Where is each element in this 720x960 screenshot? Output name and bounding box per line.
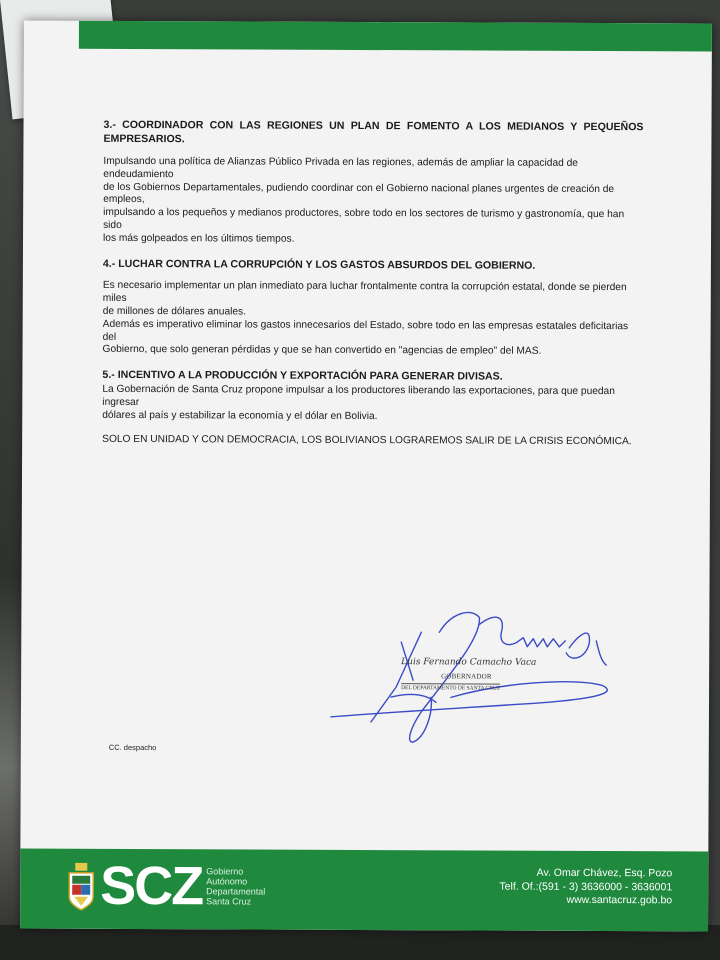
section-3-paragraph [103,156,643,248]
text-line: los más golpeados en los últimos tiempos. [103,232,295,245]
coat-of-arms-icon [66,863,96,911]
gov-line: Santa Cruz [206,896,252,907]
text-line: impulsando a los pequeños y medianos productores, sobre todo en los sectores de turismo y gastronomía, que han sido [103,207,625,231]
text-line: de los Gobiernos Departamentales, pudiendo coordinar con el Gobierno nacional planes urgentes de creación de empleos, [103,181,615,206]
section-3-heading: 3.- COORDINADOR CON LAS REGIONES UN PLAN DE FOMENTO A LOS MEDIANOS Y PEQUEÑOS EMPRESARIOS. [103,118,644,145]
text-line: Es necesario implementar un plan inmediato para luchar frontalmente contra la corrupción estatal, donde se pierden miles [102,280,627,305]
website-link[interactable]: www.santacruz.gob.bo [566,893,673,907]
document-page [20,21,712,932]
gov-line: Gobierno [206,866,244,877]
section-4-heading: 4.- LUCHAR CONTRA LA CORRUPCIÓN Y LOS GASTOS ABSURDOS DEL GOBIERNO. [102,257,536,272]
signatory-title: GOBERNADOR [441,672,492,681]
address: Av. Omar Chávez, Esq. Pozo [536,866,673,880]
signatory-subtitle: DEL DEPARTAMENTO DE SANTA CRUZ [401,685,501,692]
gov-line: Autónomo [206,876,248,887]
gov-line: Departamental [206,886,266,897]
contact-info [499,867,672,908]
header-green-band [79,21,712,52]
document-body [102,119,643,449]
phone: Telf. Of.:(591 - 3) 3636000 - 3636001 [499,880,673,893]
text-line: de millones de dólares anuales. [102,305,247,318]
signatory-name: Luis Fernando Camacho Vaca [401,657,537,668]
closing-statement: SOLO EN UNIDAD Y CON DEMOCRACIA, LOS BOLIVIANOS LOGRAREMOS SALIR DE LA CRISIS ECONÓMICA. [102,434,632,448]
text-line: dólares al país y estabilizar la economía y el dólar en Bolivia. [102,409,378,422]
cc-note: CC. despacho [108,742,157,753]
section-5-paragraph [102,384,642,425]
footer-band [20,848,708,931]
government-name [206,866,265,906]
text-line: La Gobernación de Santa Cruz propone impulsar a los productores liberando las exportaciones, para que puedan ingresar [102,383,615,408]
scz-logo: SCZ [100,855,203,917]
text-line: Además es imperativo eliminar los gastos innecesarios del Estado, sobre todo en las empresas estatales deficitarias del [102,318,629,343]
section-5-heading: 5.- INCENTIVO A LA PRODUCCIÓN Y EXPORTACIÓN PARA GENERAR DIVISAS. [102,369,503,383]
text-line: Impulsando una política de Alianzas Público Privada en las regiones, además de ampliar la capacidad de endeudamiento [103,155,578,180]
section-4-paragraph [103,280,643,359]
text-line: Gobierno, que solo generan pérdidas y que se han convertido en "agencias de empleo" del MAS. [102,344,542,358]
